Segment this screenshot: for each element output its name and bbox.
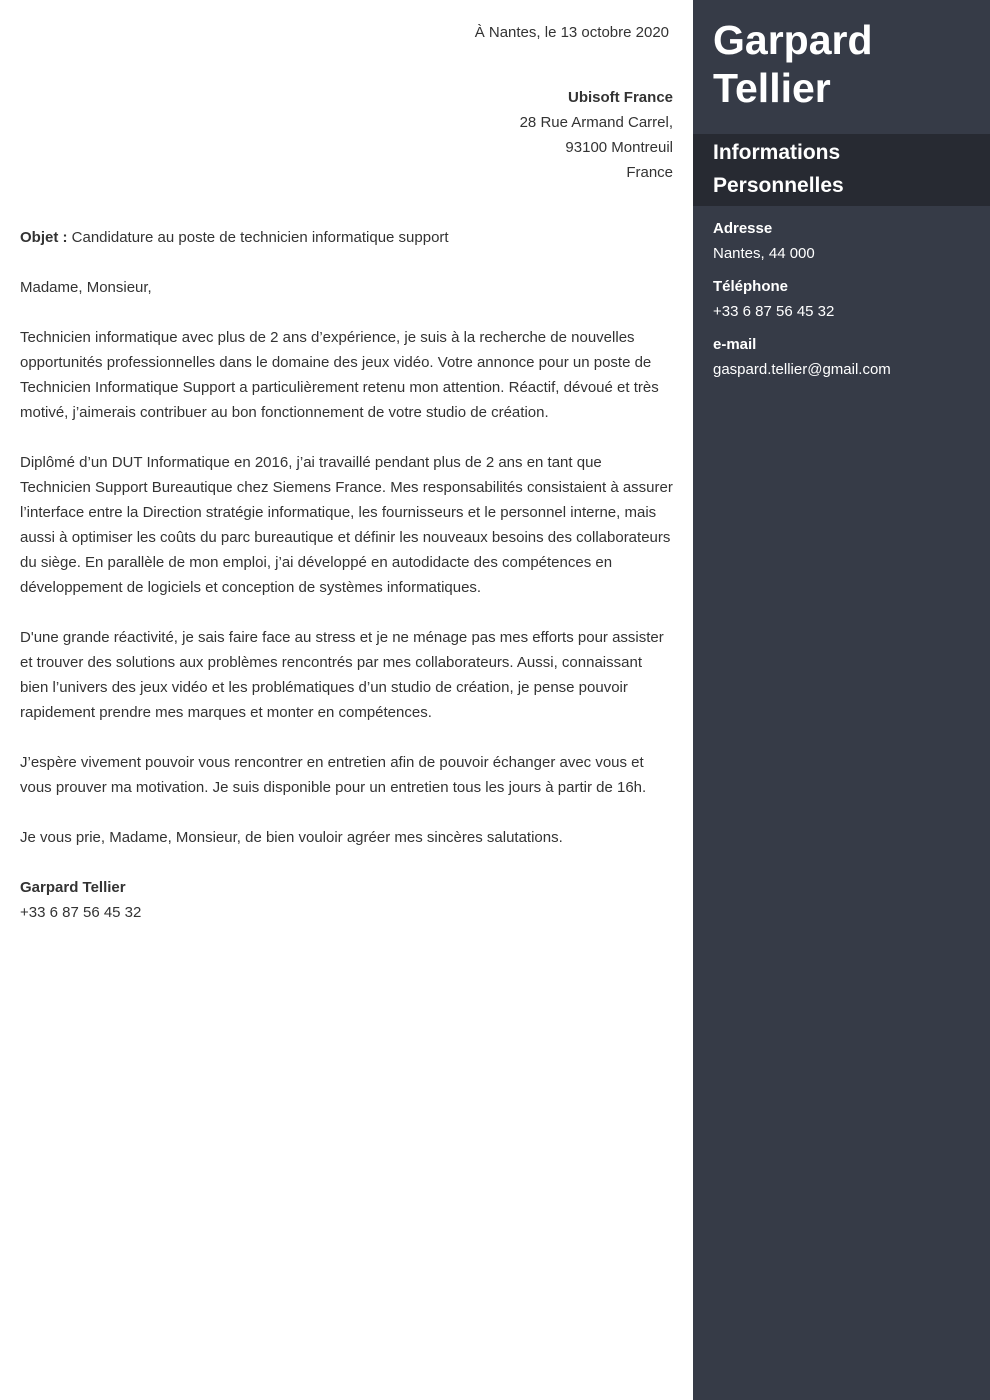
email-value: gaspard.tellier@gmail.com	[713, 361, 891, 378]
letter-subject	[20, 225, 673, 250]
phone-value: +33 6 87 56 45 32	[713, 303, 835, 320]
recipient-country: France	[626, 164, 673, 181]
recipient-street: 28 Rue Armand Carrel,	[519, 114, 673, 131]
letter-salutation: Madame, Monsieur,	[20, 279, 152, 296]
recipient-address	[520, 85, 673, 185]
sender-first-name: Garpard	[713, 17, 873, 63]
address-value: Nantes, 44 000	[713, 245, 815, 262]
sender-name	[713, 16, 973, 112]
letter-date: À Nantes, le 13 octobre 2020	[474, 24, 669, 41]
letter-paragraph-3: D'une grande réactivité, je sais faire face au stress et je ne ménage pas mes efforts pour assister et trouver des solutions aux problèmes rencontrés par mes collaborateurs. Aussi, connaissant bien l’univers des jeux vidéo et les problématiques d’un studio de création, je pense pouvoir rapidement prendre mes marques et monter en compétences.	[20, 629, 664, 721]
sender-last-name: Tellier	[713, 65, 831, 111]
letter-signature	[20, 875, 673, 925]
personal-info	[713, 216, 973, 390]
recipient-company: Ubisoft France	[567, 89, 673, 106]
personal-info-header	[693, 134, 990, 206]
signature-name: Garpard Tellier	[20, 879, 126, 896]
email-label: e-mail	[713, 336, 757, 353]
phone-label: Téléphone	[713, 278, 789, 295]
sidebar	[693, 0, 990, 1400]
letter-closing: Je vous prie, Madame, Monsieur, de bien vouloir agréer mes sincères salutations.	[20, 829, 563, 846]
signature-phone: +33 6 87 56 45 32	[20, 904, 142, 921]
subject-label: Objet :	[20, 229, 68, 246]
letter-paragraph-4: J’espère vivement pouvoir vous rencontrer en entretien afin de pouvoir échanger avec vous et vous prouver ma motivation. Je suis disponible pour un entretien tous les jours à partir de 16h.	[20, 754, 647, 796]
subject-text: Candidature au poste de technicien informatique support	[67, 229, 449, 246]
letter-paragraph-2: Diplômé d’un DUT Informatique en 2016, j’ai travaillé pendant plus de 2 ans en tant que Technicien Support Bureautique chez Siemens France. Mes responsabilités consistaient à assurer l’interface entre la Direction stratégie informatique, les fournisseurs et le personnel interne, mais aussi à optimiser les coûts du parc bureautique et définir les nouveaux besoins des collaborateurs du siège. En parallèle de mon emploi, j’ai développé en autodidacte des compétences en développement de logiciels et conception de systèmes informatiques.	[20, 454, 673, 596]
address-label: Adresse	[713, 220, 773, 237]
personal-info-title: Informations Personnelles	[713, 141, 844, 197]
recipient-city: 93100 Montreuil	[565, 139, 673, 156]
letter-body	[20, 225, 673, 950]
letter-paragraph-1: Technicien informatique avec plus de 2 ans d’expérience, je suis à la recherche de nouvelles opportunités professionnelles dans le domaine des jeux vidéo. Votre annonce pour un poste de Technicien Informatique Support a particulièrement retenu mon attention. Réactif, dévoué et très motivé, j’aimerais contribuer au bon fonctionnement de votre studio de création.	[20, 329, 659, 421]
